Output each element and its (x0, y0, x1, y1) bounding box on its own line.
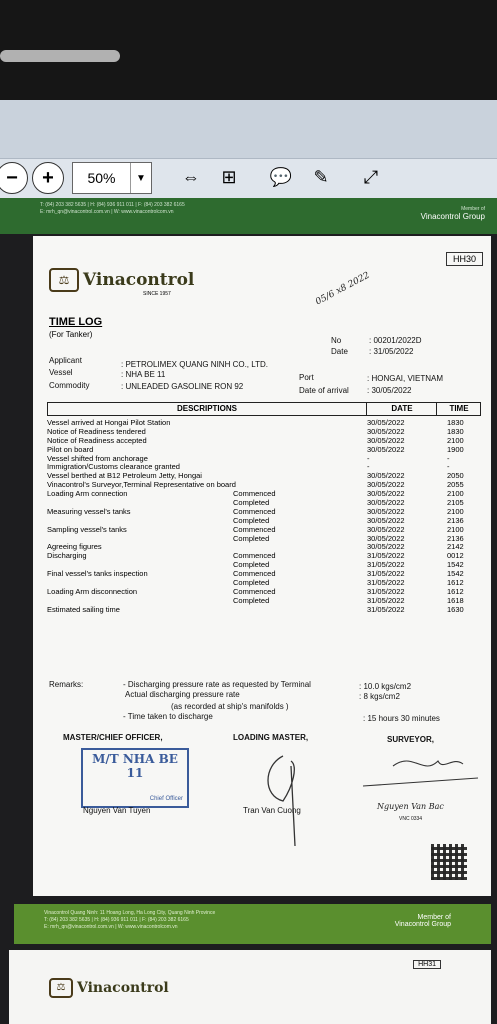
remark-4-value: : 15 hours 30 minutes (363, 714, 440, 723)
table-row (47, 516, 479, 525)
row-date: 30/05/2022 (367, 489, 405, 499)
remark-3: (as recorded at ship's manifolds ) (171, 702, 289, 711)
row-time: 2136 (447, 533, 464, 543)
master-name: Nguyen Van Tuyen (83, 806, 151, 815)
row-status: Commenced (233, 569, 276, 579)
row-time: 2100 (447, 435, 464, 445)
table-row (47, 596, 479, 605)
row-date: 30/05/2022 (367, 426, 405, 436)
page-title: TIME LOG (49, 316, 103, 328)
row-time: 2100 (447, 489, 464, 499)
row-status: Completed (233, 578, 270, 588)
loading-master-signature (243, 746, 353, 856)
row-status: Commenced (233, 524, 276, 534)
row-status: Completed (233, 498, 270, 508)
table-row (47, 534, 479, 543)
footer-contact (44, 910, 215, 931)
row-date: 30/05/2022 (367, 418, 405, 427)
table-row (47, 427, 479, 436)
banner-contact (40, 202, 185, 216)
surveyor-signature (353, 746, 483, 796)
row-description: Sampling vessel's tanks (47, 524, 127, 534)
table-row (47, 498, 479, 507)
row-date: 30/05/2022 (367, 515, 405, 525)
page-subtitle: (For Tanker) (49, 330, 93, 339)
row-time: 1612 (447, 578, 464, 588)
applicant-label: Applicant (49, 356, 82, 365)
row-date: 30/05/2022 (367, 480, 405, 490)
row-date: 31/05/2022 (367, 578, 405, 588)
fullscreen-icon[interactable]: ⤢ (363, 166, 379, 187)
logo-text: Vinacontrol (83, 270, 195, 290)
table-row (47, 418, 479, 427)
row-description: Measuring vessel's tanks (47, 506, 131, 516)
row-time: 1900 (447, 444, 464, 454)
document-header-banner (0, 198, 497, 234)
chevron-down-icon[interactable]: ▼ (130, 163, 151, 193)
row-date: 30/05/2022 (367, 498, 405, 508)
row-description: Vessel shifted from anchorage (47, 453, 148, 463)
row-description: Vessel arrived at Hongai Pilot Station (47, 418, 171, 427)
no-value: : 00201/2022D (369, 336, 422, 345)
row-status: Completed (233, 560, 270, 570)
row-date: 30/05/2022 (367, 533, 405, 543)
ship-stamp (81, 748, 189, 808)
row-description: Immigration/Customs clearance granted (47, 462, 180, 472)
table-row (47, 569, 479, 578)
row-time: 1830 (447, 418, 464, 427)
table-row (47, 587, 479, 596)
commodity-label: Commodity (49, 381, 90, 390)
column-header-time: TIME (436, 403, 481, 415)
stamp-text: M/T NHA BE 11 (92, 752, 178, 780)
row-status: Commenced (233, 551, 276, 561)
monitor-bezel (0, 0, 497, 100)
row-date: - (367, 453, 370, 463)
surveyor-signature-label: SURVEYOR, (387, 735, 434, 744)
remark-2-value: : 8 kgs/cm2 (359, 692, 400, 701)
footer-member-of: Member of (417, 914, 451, 921)
pdf-viewer-toolbar (0, 100, 497, 210)
document-footer-banner (14, 904, 491, 944)
master-signature-label: MASTER/CHIEF OFFICER, (63, 733, 163, 742)
row-time: - (447, 453, 450, 463)
comment-icon[interactable]: 💬 (269, 166, 293, 187)
remark-2: Actual discharging pressure rate (125, 690, 240, 699)
row-time: 2105 (447, 498, 464, 508)
footer-group-name: Vinacontrol Group (394, 921, 451, 928)
row-date: 31/05/2022 (367, 569, 405, 579)
page-code: HH30 (446, 252, 483, 266)
row-time: 2100 (447, 506, 464, 516)
row-time: 2136 (447, 515, 464, 525)
table-row (47, 454, 479, 463)
scale-icon: ⚖ (49, 268, 79, 292)
row-status: Completed (233, 595, 270, 605)
row-date: 31/05/2022 (367, 586, 405, 596)
time-log-table (47, 418, 479, 614)
row-time: 2100 (447, 524, 464, 534)
table-row (47, 578, 479, 587)
row-date: 30/05/2022 (367, 435, 405, 445)
table-row (47, 480, 479, 489)
remark-1: - Discharging pressure rate as requested by Terminal (123, 680, 311, 689)
row-date: - (367, 462, 370, 472)
row-date: 31/05/2022 (367, 560, 405, 570)
row-description: Vessel berthed at B12 Petroleum Jetty, Hongai (47, 471, 202, 481)
remark-4: - Time taken to discharge (123, 712, 213, 721)
row-description: Discharging (47, 551, 87, 561)
date-value: : 31/05/2022 (369, 347, 414, 356)
row-description: Pilot on board (47, 444, 94, 454)
logo-since: SINCE 1957 (143, 291, 171, 297)
scale-icon: ⚖ (49, 978, 73, 998)
banner-group (421, 206, 485, 221)
table-row (47, 551, 479, 560)
handwritten-note: 05/6 x8 2022 (314, 270, 372, 308)
row-date: 30/05/2022 (367, 444, 405, 454)
row-status: Completed (233, 533, 270, 543)
vessel-value: : NHA BE 11 (121, 370, 166, 379)
port-value: : HONGAI, VIETNAM (367, 374, 444, 383)
loading-master-signature-label: LOADING MASTER, (233, 733, 309, 742)
email-line: E: mrh_qn@vinacontrol.com.vn | W: www.vinacontrolcom.vn (40, 209, 174, 215)
zoom-value: 50% (87, 170, 116, 186)
row-description: Estimated sailing time (47, 604, 120, 614)
next-page (9, 950, 491, 1024)
logo-text-2: Vinacontrol (77, 980, 169, 996)
table-row (47, 525, 479, 534)
row-status: Commenced (233, 489, 276, 499)
row-description: Agreeing figures (47, 542, 102, 552)
fit-page-icon[interactable]: ⊞ (221, 166, 237, 187)
table-row (47, 507, 479, 516)
plus-icon[interactable]: + (32, 162, 64, 194)
table-header (47, 402, 481, 416)
fit-width-icon[interactable]: ⇔ (182, 166, 200, 187)
row-date: 30/05/2022 (367, 506, 405, 516)
table-row (47, 605, 479, 614)
row-time: 1630 (447, 604, 464, 614)
contact-line: T: (84) 203 382 5635 | H: (84) 936 911 011 | F: (84) 203 382 6165 (40, 202, 185, 208)
row-time: 1542 (447, 569, 464, 579)
arrival-label: Date of arrival (299, 386, 349, 395)
row-description: Final vessel's tanks inspection (47, 569, 148, 579)
page-code-2: HH31 (413, 960, 441, 969)
row-time: 1618 (447, 595, 464, 605)
row-status: Commenced (233, 506, 276, 516)
vinacontrol-logo-2 (49, 978, 169, 998)
row-date: 30/05/2022 (367, 471, 405, 481)
footer-contact-line: T: (84) 203 382 5635 | H: (84) 936 911 011 | F: (84) 203 382 6165 (44, 917, 189, 923)
row-time: 2055 (447, 480, 464, 490)
surveyor-code: VNC 0334 (399, 816, 423, 822)
footer-email: E: mrh_qn@vinacontrol.com.vn | W: www.vinacontrolcom.vn (44, 924, 178, 930)
row-time: 0012 (447, 551, 464, 561)
arrival-value: : 30/05/2022 (367, 386, 412, 395)
surveyor-name: Nguyen Van Bac (377, 802, 444, 811)
row-description: Notice of Readiness accepted (47, 435, 147, 445)
member-of: Member of (461, 206, 485, 212)
row-date: 31/05/2022 (367, 604, 405, 614)
qr-code (431, 844, 467, 880)
table-row (47, 489, 479, 498)
minus-icon[interactable]: − (0, 162, 28, 194)
row-date: 31/05/2022 (367, 551, 405, 561)
applicant-value: : PETROLIMEX QUANG NINH CO., LTD. (121, 360, 268, 369)
row-status: Completed (233, 515, 270, 525)
group-name: Vinacontrol Group (420, 212, 485, 221)
row-date: 31/05/2022 (367, 595, 405, 605)
zoom-select[interactable] (72, 162, 152, 194)
row-time: 1830 (447, 426, 464, 436)
row-time: - (447, 462, 450, 472)
table-row (47, 542, 479, 551)
commodity-value: : UNLEADED GASOLINE RON 92 (121, 382, 244, 391)
stamp-role: Chief Officer (149, 796, 183, 802)
row-time: 1542 (447, 560, 464, 570)
row-date: 30/05/2022 (367, 524, 405, 534)
document-page (33, 236, 491, 896)
table-row (47, 560, 479, 569)
column-header-descriptions: DESCRIPTIONS (176, 404, 237, 413)
row-description: Loading Arm disconnection (47, 586, 138, 596)
table-row (47, 445, 479, 454)
table-row (47, 471, 479, 480)
row-description: Loading Arm connection (47, 489, 128, 499)
vinacontrol-logo (49, 268, 194, 292)
row-time: 1612 (447, 586, 464, 596)
port-label: Port (299, 373, 314, 382)
row-time: 2050 (447, 471, 464, 481)
highlight-icon[interactable]: ✎ (313, 166, 329, 187)
footer-address: Vinacontrol Quang Ninh: 11 Hoang Long, Ha Long City, Quang Ninh Province (44, 910, 216, 916)
table-row (47, 436, 479, 445)
row-date: 30/05/2022 (367, 542, 405, 552)
loading-master-name: Tran Van Cuong (243, 806, 301, 815)
remarks-label: Remarks: (49, 680, 84, 689)
row-time: 2142 (447, 542, 464, 552)
date-label: Date (331, 347, 348, 356)
column-header-date: DATE (366, 403, 437, 415)
screen-glare (0, 50, 120, 62)
table-row (47, 462, 479, 471)
no-label: No (331, 336, 342, 345)
row-description: Notice of Readiness tendered (47, 426, 146, 436)
remark-1-value: : 10.0 kgs/cm2 (359, 682, 412, 691)
footer-group (395, 914, 451, 928)
vessel-label: Vessel (49, 368, 73, 377)
row-status: Commenced (233, 586, 276, 596)
row-description: Vinacontrol's Surveyor,Terminal Representative on board (47, 480, 236, 490)
